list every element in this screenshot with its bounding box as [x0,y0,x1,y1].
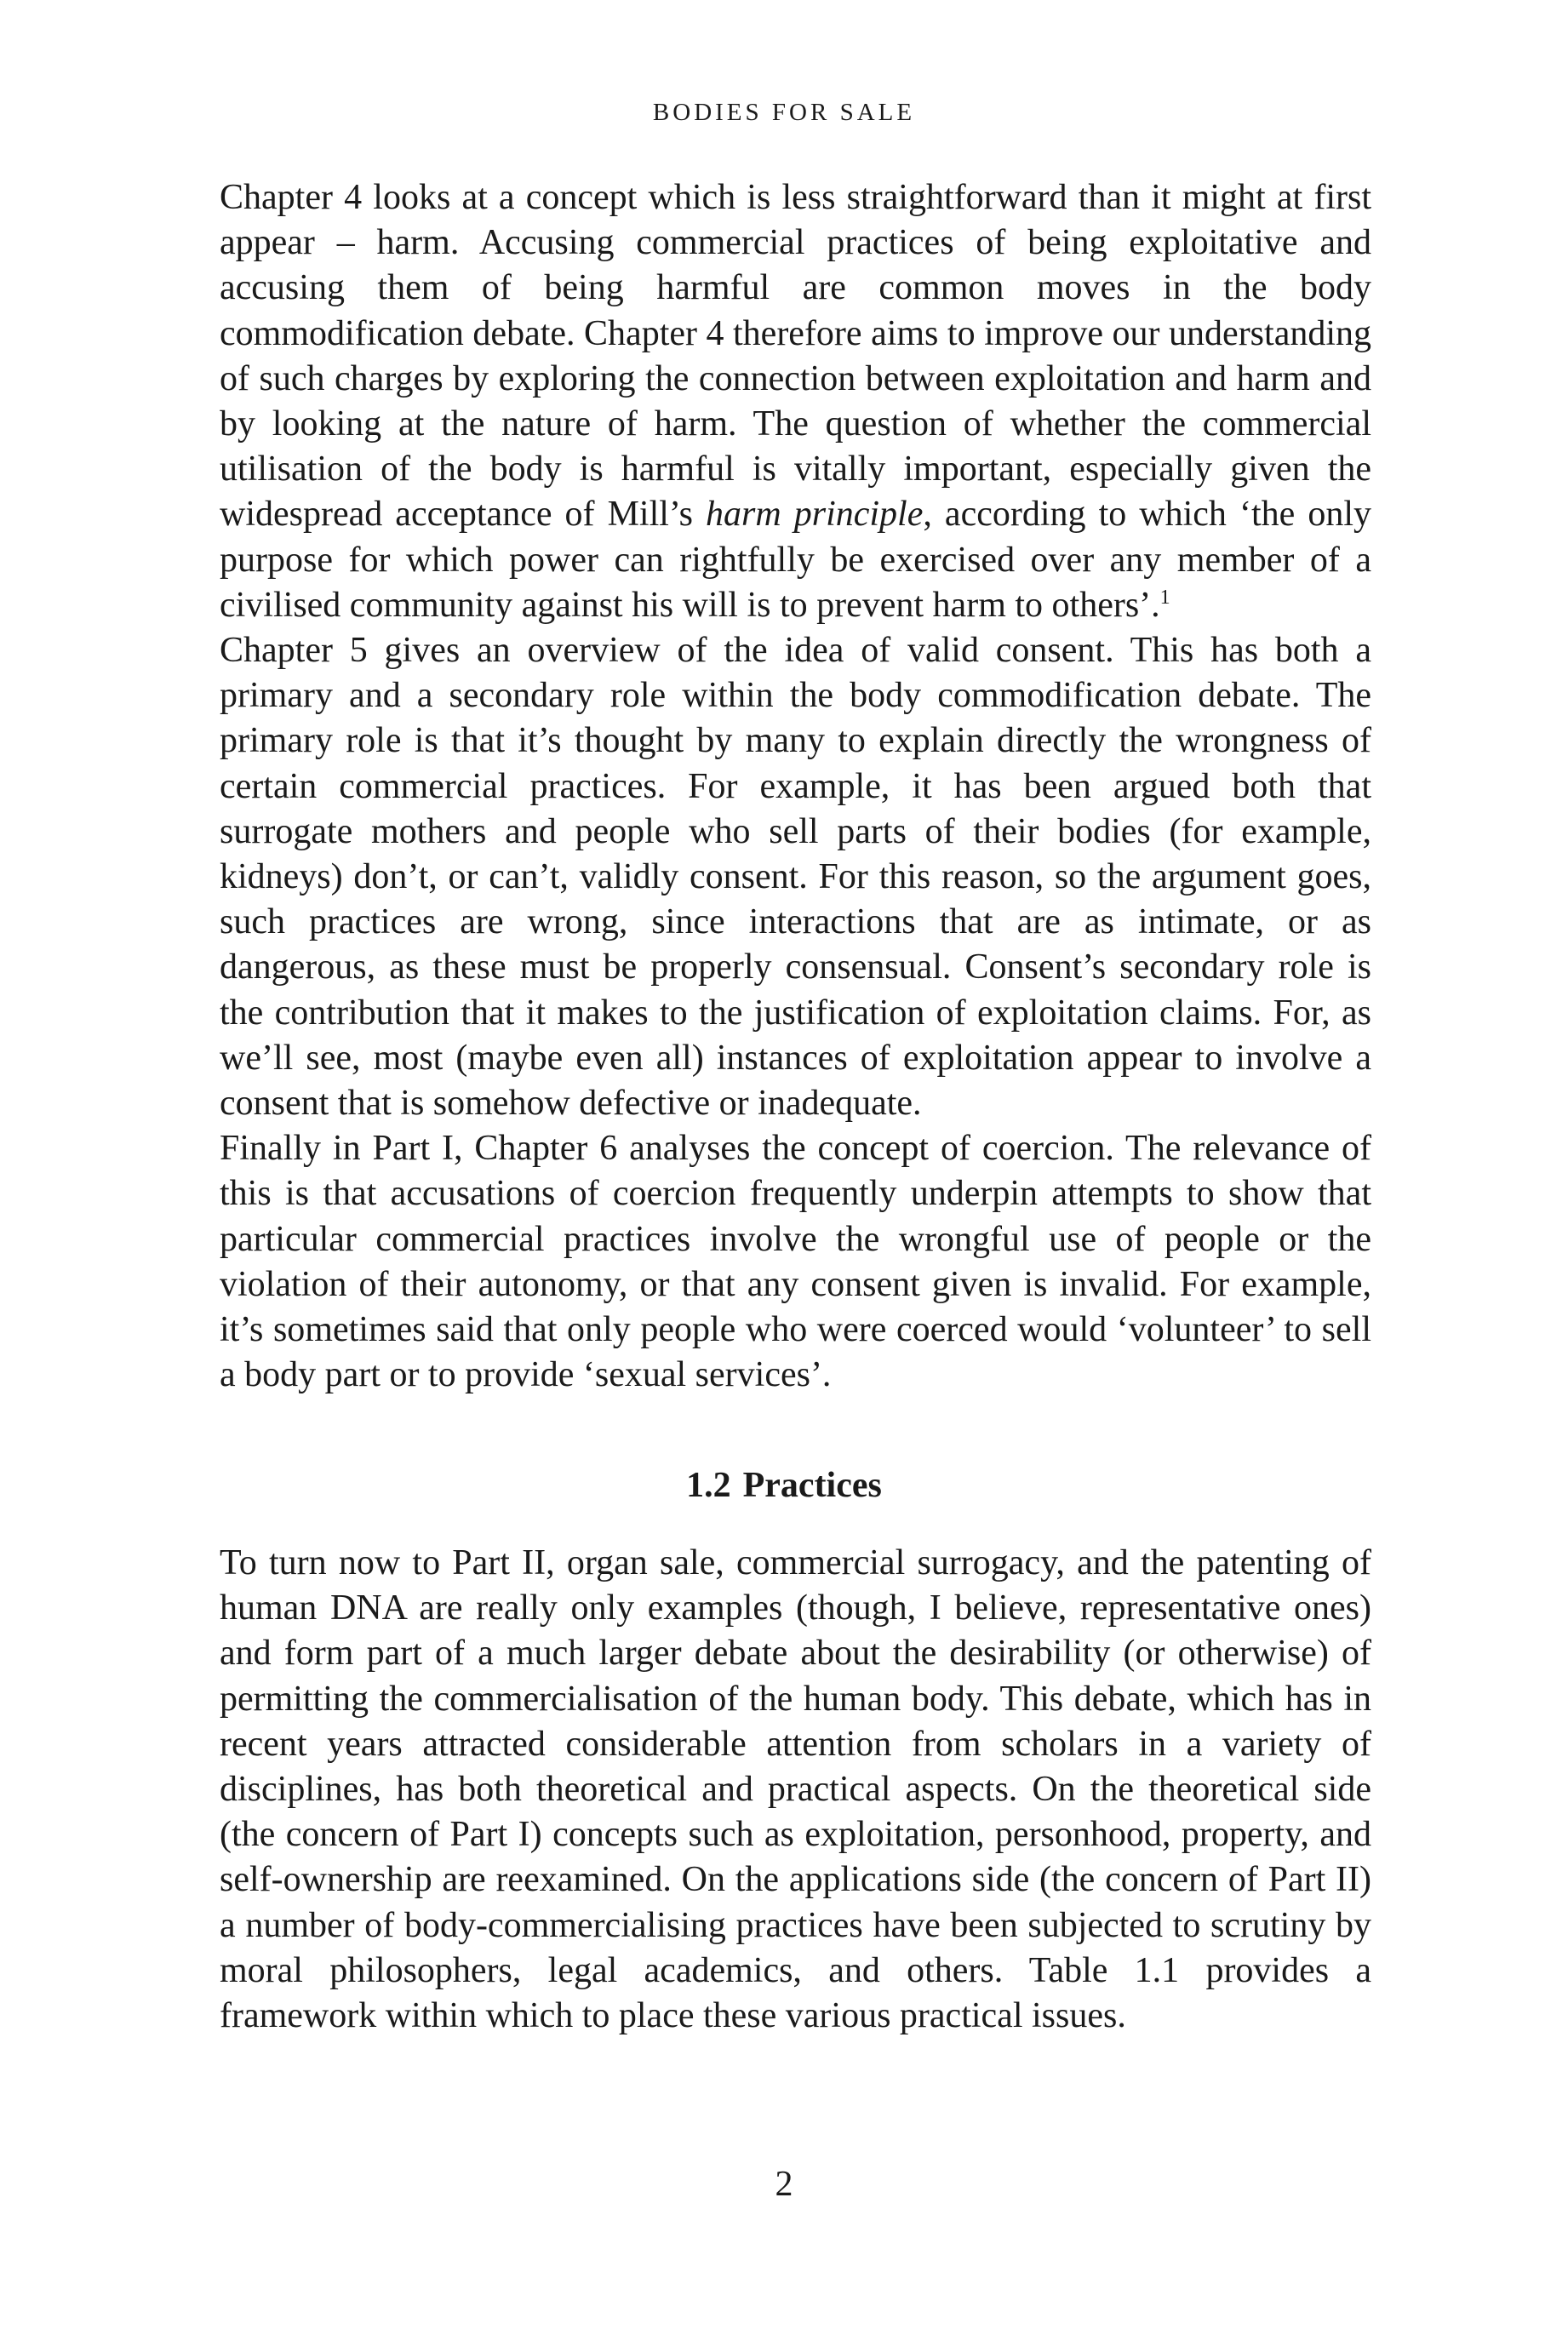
emphasis-harm-principle: harm principle [706,495,924,535]
footnote-ref: 1 [1159,586,1170,609]
running-head: BODIES FOR SALE [652,99,916,126]
section-title: Practices [742,1466,882,1505]
paragraph-chapter-6: Finally in Part I, Chapter 6 analyses the concept of coercion. The relevance of this is that accusations of coercion frequently underpin attempts to show that particular commercial practices involve the wrongful use of people or the violation of their autonomy, or that any consent given is invalid. For example, it’s sometimes said that only people who were coerced would ‘volunteer’ to sell a body part or to provide ‘sexual services’. [220,1129,1371,1395]
section-body-text [220,1541,1371,2039]
paragraph-chapter-4 [220,175,1371,628]
section-heading [0,1460,1568,1511]
paragraph-text: Chapter 4 looks at a concept which is less straightforward than it might at first appear – harm. Accusing commercial practices of being exploitative and accusing them of being harmful are common moves in the body commodification debate. Chapter 4 therefore aims to improve our understanding of such charges by exploring the connection between exploitation and harm and by looking at the nature of harm. The question of whether the commercial utilisation of the body is harmful is vitally important, especially given the widespread acceptance of Mill’s [220,178,1371,535]
paragraph-practices: To turn now to Part II, organ sale, commercial surrogacy, and the patenting of human DNA are really only examples (though, I believe, representative ones) and form part of a much larger debate about the desirability (or otherwise) of permitting the commercialisation of the human body. This debate, which has in recent years attracted considerable attention from scholars in a variety of disciplines, has both theoretical and practical aspects. On the theoretical side (the concern of Part I) concepts such as exploitation, personhood, property, and self-ownership are reexamined. On the applications side (the concern of Part II) a number of body-commercialising practices have been subjected to scrutiny by moral philosophers, legal academics, and others. Table 1.1 provides a framework within which to place these various practical issues. [220,1543,1371,2036]
paragraph-text: , according to which ‘the only purpose for which power can rightfully be exercised over any member of a civilised community against his will is to prevent harm to others’. [220,495,1372,625]
paragraph-chapter-5: Chapter 5 gives an overview of the idea of valid consent. This has both a primary and a secondary role within the body commodification debate. The primary role is that it’s thought by many to explain directly the wrongness of certain commercial practices. For example, it has been argued both that surrogate mothers and people who sell parts of their bodies (for example, kidneys) don’t, or can’t, validly consent. For this reason, so the argument goes, such practices are wrong, since interactions that are as intimate, or as dangerous, as these must be properly consensual. Consent’s secondary role is the contribution that it makes to the justification of exploitation claims. For, as we’ll see, most (maybe even all) instances of exploitation appear to involve a consent that is somehow defective or inadequate. [220,631,1371,1124]
body-text [220,175,1371,1398]
section-number: 1.2 [686,1466,731,1505]
page-number: 2 [775,2165,793,2204]
